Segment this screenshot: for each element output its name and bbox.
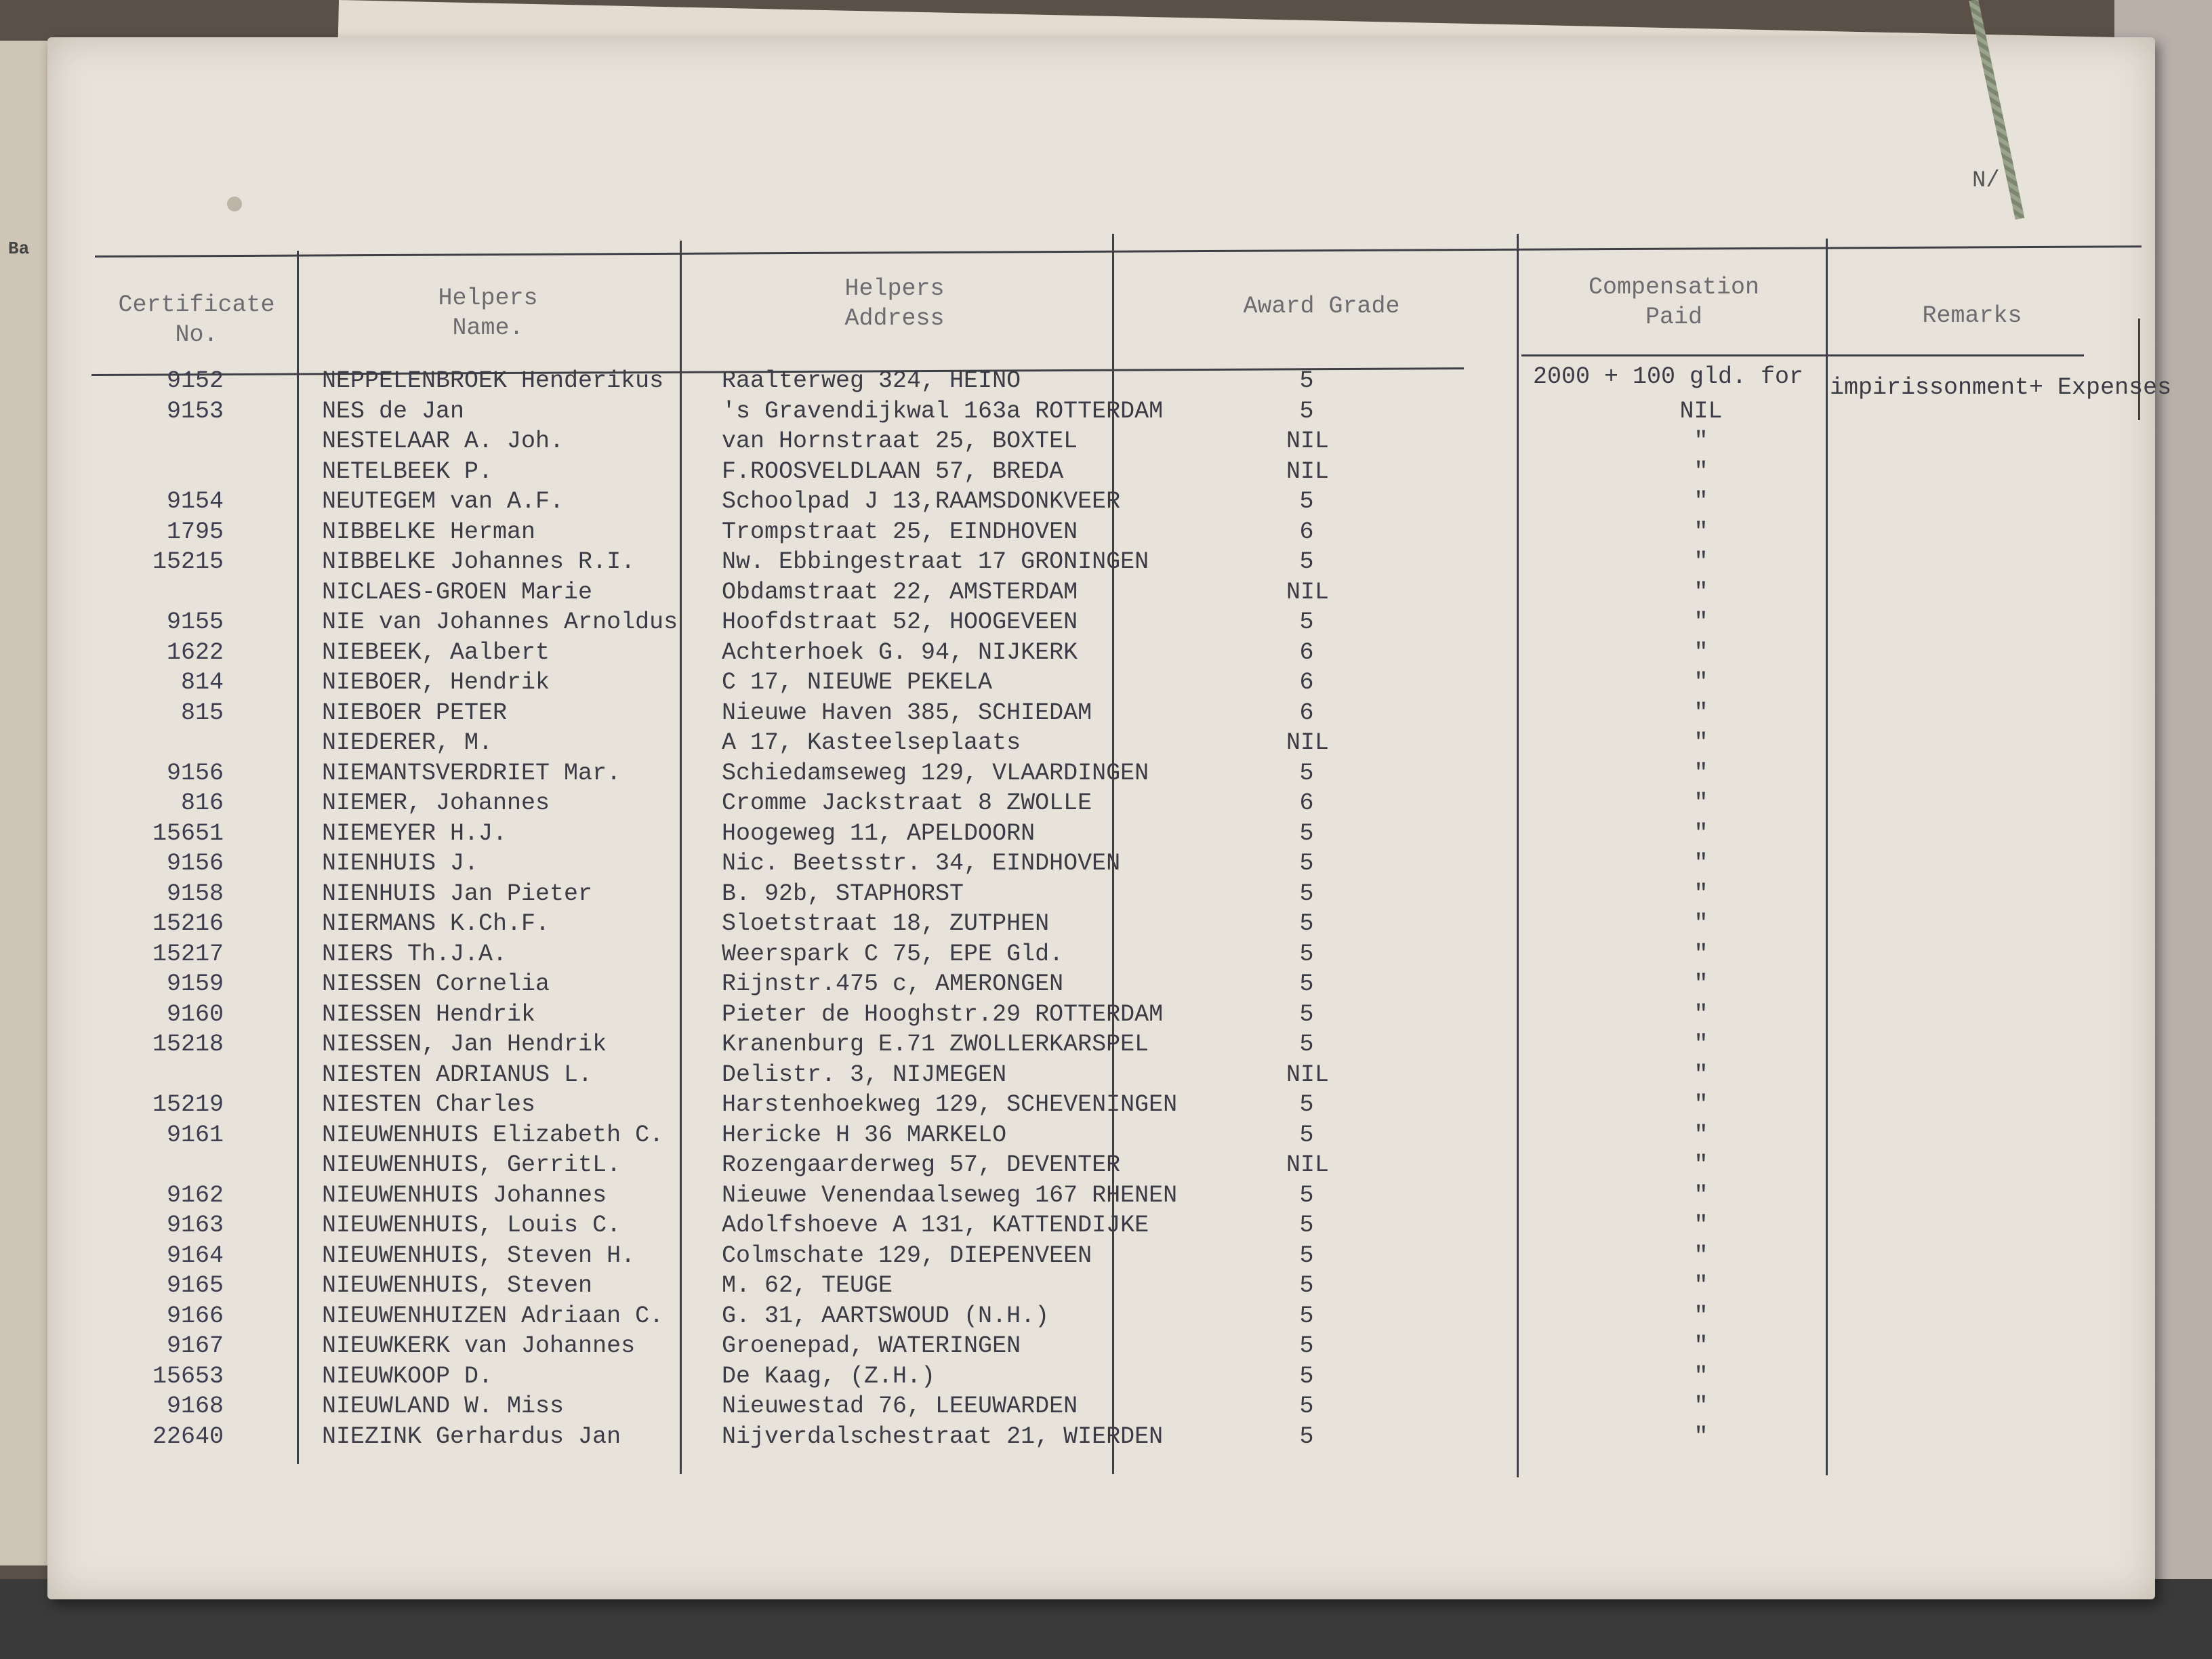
certificate-number: 22640: [152, 1422, 224, 1450]
helper-name: NIENHUIS J.: [322, 850, 479, 877]
award-grade: 5: [1299, 1332, 1314, 1359]
table-row: [0, 1090, 2212, 1120]
award-grade: NIL: [1286, 428, 1330, 455]
table-row: [0, 426, 2212, 457]
award-grade: 6: [1299, 669, 1314, 696]
table-row: [0, 1241, 2212, 1271]
helper-name: NIEZINK Gerhardus Jan: [322, 1422, 621, 1450]
helper-address: Nieuwe Haven 385, SCHIEDAM: [722, 699, 1092, 726]
certificate-number: 15217: [152, 940, 224, 968]
helper-name: NIEUWENHUIS, GerritL.: [322, 1151, 621, 1179]
compensation-paid: ": [1694, 1422, 1708, 1450]
compensation-paid: ": [1694, 1091, 1708, 1118]
helper-name: NIEUWKOOP D.: [322, 1362, 493, 1390]
helper-address: Pieter de Hooghstr.29 ROTTERDAM: [722, 1000, 1164, 1028]
header-award-grade: [1193, 291, 1450, 321]
helper-name: NIEUWENHUIS Johannes: [322, 1181, 607, 1209]
award-grade: 5: [1299, 1121, 1314, 1149]
table-row: [0, 1301, 2212, 1332]
helper-name: NICLAES-GROEN Marie: [322, 578, 593, 606]
award-grade: 5: [1299, 910, 1314, 937]
helper-address: De Kaag, (Z.H.): [722, 1362, 936, 1390]
table-row: [0, 1029, 2212, 1060]
header-certificate-line1: Certificate: [118, 291, 275, 319]
compensation-paid: ": [1694, 850, 1708, 877]
header-certificate-line2: No.: [175, 321, 218, 348]
compensation-paid: ": [1694, 1121, 1708, 1149]
compensation-paid: ": [1694, 518, 1708, 546]
helper-address: Colmschate 129, DIEPENVEEN: [722, 1242, 1092, 1269]
compensation-paid: ": [1694, 1272, 1708, 1299]
helper-address: F.ROOSVELDLAAN 57, BREDA: [722, 457, 1064, 485]
compensation-paid: ": [1694, 609, 1708, 636]
certificate-number: 15216: [152, 910, 224, 937]
certificate-number: 9153: [166, 397, 224, 425]
table-row: [0, 1391, 2212, 1422]
compensation-paid: ": [1694, 1000, 1708, 1028]
helper-name: NIEBEEK, Aalbert: [322, 638, 550, 666]
table-row: [0, 1181, 2212, 1211]
award-grade: 5: [1299, 1272, 1314, 1299]
table-row: [0, 577, 2212, 608]
helper-address: Rijnstr.475 c, AMERONGEN: [722, 970, 1064, 998]
award-grade: 5: [1299, 850, 1314, 877]
certificate-number: 15653: [152, 1362, 224, 1390]
helper-name: NETELBEEK P.: [322, 457, 493, 485]
certificate-number: 9156: [166, 759, 224, 787]
certificate-number: 1795: [166, 518, 224, 546]
compensation-paid: ": [1694, 669, 1708, 696]
helper-name: NIEMEYER H.J.: [322, 819, 508, 847]
helper-name: NIEMER, Johannes: [322, 790, 550, 817]
helper-address: van Hornstraat 25, BOXTEL: [722, 428, 1078, 455]
compensation-paid: ": [1694, 638, 1708, 666]
table-row: [0, 758, 2212, 789]
table-row: [0, 939, 2212, 970]
helper-name: NIEUWENHUIS, Steven H.: [322, 1242, 636, 1269]
helper-name: NIBBELKE Johannes R.I.: [322, 548, 636, 575]
certificate-number: 9164: [166, 1242, 224, 1269]
compensation-paid: ": [1694, 1362, 1708, 1390]
certificate-number: 15215: [152, 548, 224, 575]
header-remarks-line1: Remarks: [1922, 302, 2022, 329]
award-grade: 5: [1299, 940, 1314, 968]
compensation-paid: ": [1694, 1242, 1708, 1269]
edge-mark: Ba: [8, 239, 30, 259]
table-row: [0, 396, 2212, 427]
certificate-number: 9159: [166, 970, 224, 998]
helper-name: NIESSEN Cornelia: [322, 970, 550, 998]
header-name-line1: Helpers: [438, 285, 538, 312]
table-row: [0, 969, 2212, 1000]
award-grade: 5: [1299, 819, 1314, 847]
certificate-number: 9156: [166, 850, 224, 877]
header-compensation: [1545, 272, 1803, 332]
certificate-number: 9167: [166, 1332, 224, 1359]
first-row-remarks: impirissonment+ Expenses: [1830, 374, 2172, 401]
compensation-paid: ": [1694, 1212, 1708, 1239]
helper-name: NIESTEN Charles: [322, 1091, 536, 1118]
award-grade: 5: [1299, 1000, 1314, 1028]
table-row: [0, 1060, 2212, 1090]
helper-name: NIEBOER, Hendrik: [322, 669, 550, 696]
award-grade: 5: [1299, 1242, 1314, 1269]
first-row-compensation: 2000 + 100 gld. for: [1533, 363, 1804, 390]
table-row: [0, 517, 2212, 548]
award-grade: 5: [1299, 1091, 1314, 1118]
compensation-paid: ": [1694, 790, 1708, 817]
helper-name: NIESTEN ADRIANUS L.: [322, 1061, 593, 1088]
table-row: [0, 487, 2212, 517]
helper-address: Delistr. 3, NIJMEGEN: [722, 1061, 1007, 1088]
compensation-paid: ": [1694, 1061, 1708, 1088]
table-row: [0, 1361, 2212, 1392]
header-name-line2: Name.: [452, 314, 524, 342]
compensation-paid: ": [1694, 1031, 1708, 1058]
award-grade: 5: [1299, 1302, 1314, 1330]
punch-hole: [227, 197, 242, 211]
award-grade: 5: [1299, 1393, 1314, 1420]
table-row: [0, 668, 2212, 698]
table-row: [0, 1000, 2212, 1030]
compensation-paid: ": [1694, 880, 1708, 907]
compensation-paid: ": [1694, 729, 1708, 756]
certificate-number: 9165: [166, 1272, 224, 1299]
certificate-number: 9155: [166, 609, 224, 636]
helper-name: NIBBELKE Herman: [322, 518, 536, 546]
compensation-paid: ": [1694, 1393, 1708, 1420]
compensation-paid: ": [1694, 759, 1708, 787]
helper-address: Obdamstraat 22, AMSTERDAM: [722, 578, 1078, 606]
compensation-paid: NIL: [1679, 397, 1723, 425]
compensation-paid: ": [1694, 1181, 1708, 1209]
helper-address: Schoolpad J 13,RAAMSDONKVEER: [722, 488, 1121, 515]
helper-name: NIENHUIS Jan Pieter: [322, 880, 593, 907]
table-row: [0, 698, 2212, 729]
compensation-paid: ": [1694, 1332, 1708, 1359]
helper-address: G. 31, AARTSWOUD (N.H.): [722, 1302, 1050, 1330]
compensation-paid: ": [1694, 910, 1708, 937]
helper-address: Nijverdalschestraat 21, WIERDEN: [722, 1422, 1164, 1450]
helper-name: NIERMANS K.Ch.F.: [322, 910, 550, 937]
helper-address: Nieuwe Venendaalseweg 167 RHENEN: [722, 1181, 1178, 1209]
table-row: [0, 366, 2212, 396]
award-grade: 5: [1299, 880, 1314, 907]
table-row: [0, 1271, 2212, 1301]
award-grade: NIL: [1286, 457, 1330, 485]
certificate-number: 815: [180, 699, 224, 726]
helper-address: Harstenhoekweg 129, SCHEVENINGEN: [722, 1091, 1178, 1118]
certificate-number: 15218: [152, 1031, 224, 1058]
table-row: [0, 638, 2212, 668]
compensation-paid: ": [1694, 488, 1708, 515]
table-body: [0, 366, 2212, 1452]
certificate-number: 9154: [166, 488, 224, 515]
helper-address: Hoofdstraat 52, HOOGEVEEN: [722, 609, 1078, 636]
compensation-paid: ": [1694, 457, 1708, 485]
table-row: [0, 728, 2212, 758]
award-grade: NIL: [1286, 1151, 1330, 1179]
award-grade: 5: [1299, 759, 1314, 787]
helper-address: Weerspark C 75, EPE Gld.: [722, 940, 1064, 968]
helper-address: Rozengaarderweg 57, DEVENTER: [722, 1151, 1121, 1179]
compensation-paid: ": [1694, 819, 1708, 847]
award-grade: 5: [1299, 488, 1314, 515]
award-grade: 5: [1299, 397, 1314, 425]
table-row: [0, 1331, 2212, 1361]
helper-name: NIEUWENHUIS Elizabeth C.: [322, 1121, 664, 1149]
compensation-paid: ": [1694, 548, 1708, 575]
helper-name: NES de Jan: [322, 397, 465, 425]
table-row: [0, 788, 2212, 819]
helper-name: NIE van Johannes Arnoldus: [322, 609, 678, 636]
compensation-paid: ": [1694, 699, 1708, 726]
award-grade: 5: [1299, 1031, 1314, 1058]
helper-name: NIEUWKERK van Johannes: [322, 1332, 636, 1359]
header-address-line1: Helpers: [844, 275, 945, 302]
certificate-number: 15219: [152, 1091, 224, 1118]
helper-name: NEUTEGEM van A.F.: [322, 488, 565, 515]
header-award-line1: Award Grade: [1243, 293, 1400, 320]
helper-address: Nieuwestad 76, LEEUWARDEN: [722, 1393, 1078, 1420]
header-address-line2: Address: [844, 305, 945, 332]
certificate-number: 814: [180, 669, 224, 696]
award-grade: 5: [1299, 970, 1314, 998]
certificate-number: 9166: [166, 1302, 224, 1330]
table-row: [0, 607, 2212, 638]
helper-name: NIEUWENHUIS, Steven: [322, 1272, 593, 1299]
compensation-paid: ": [1694, 970, 1708, 998]
award-grade: NIL: [1286, 578, 1330, 606]
helper-address: Adolfshoeve A 131, KATTENDIJKE: [722, 1212, 1149, 1239]
header-address: [786, 274, 1003, 333]
helper-name: NIEMANTSVERDRIET Mar.: [322, 759, 621, 787]
helper-name: NIEUWENHUIS, Louis C.: [322, 1212, 621, 1239]
certificate-number: 9160: [166, 1000, 224, 1028]
helper-address: Hericke H 36 MARKELO: [722, 1121, 1007, 1149]
compensation-paid: ": [1694, 428, 1708, 455]
helper-address: Nw. Ebbingestraat 17 GRONINGEN: [722, 548, 1149, 575]
helper-address: Trompstraat 25, EINDHOVEN: [722, 518, 1078, 546]
certificate-number: 9162: [166, 1181, 224, 1209]
award-grade: 5: [1299, 1422, 1314, 1450]
helper-address: Kranenburg E.71 ZWOLLERKARSPEL: [722, 1031, 1149, 1058]
helper-address: C 17, NIEUWE PEKELA: [722, 669, 993, 696]
helper-address: Cromme Jackstraat 8 ZWOLLE: [722, 790, 1092, 817]
award-grade: NIL: [1286, 1061, 1330, 1088]
header-bottom-rule-right: [1521, 354, 2084, 356]
certificate-number: 9152: [166, 367, 224, 394]
table-row: [0, 1210, 2212, 1241]
award-grade: 6: [1299, 790, 1314, 817]
helper-address: Nic. Beetsstr. 34, EINDHOVEN: [722, 850, 1121, 877]
table-row: [0, 457, 2212, 487]
helper-address: 's Gravendijkwal 163a ROTTERDAM: [722, 397, 1164, 425]
helper-name: NIEDERER, M.: [322, 729, 493, 756]
helper-address: Achterhoek G. 94, NIJKERK: [722, 638, 1078, 666]
award-grade: 6: [1299, 699, 1314, 726]
helper-name: NIERS Th.J.A.: [322, 940, 508, 968]
helper-address: Schiedamseweg 129, VLAARDINGEN: [722, 759, 1149, 787]
award-grade: 5: [1299, 1212, 1314, 1239]
helper-address: Sloetstraat 18, ZUTPHEN: [722, 910, 1050, 937]
table-row: [0, 819, 2212, 849]
helper-address: Hoogeweg 11, APELDOORN: [722, 819, 1036, 847]
helper-address: B. 92b, STAPHORST: [722, 880, 964, 907]
award-grade: 5: [1299, 367, 1314, 394]
certificate-number: 9168: [166, 1393, 224, 1420]
award-grade: 5: [1299, 1362, 1314, 1390]
compensation-paid: ": [1694, 1151, 1708, 1179]
header-compensation-line2: Paid: [1645, 304, 1702, 331]
table-row: [0, 1422, 2212, 1452]
compensation-paid: ": [1694, 578, 1708, 606]
award-grade: 6: [1299, 638, 1314, 666]
helper-name: NESTELAAR A. Joh.: [322, 428, 565, 455]
helper-name: NIEUWLAND W. Miss: [322, 1393, 565, 1420]
page-mark: N/: [1972, 168, 2000, 194]
award-grade: 5: [1299, 548, 1314, 575]
helper-name: NEPPELENBROEK Henderikus: [322, 367, 664, 394]
header-name: [380, 283, 596, 343]
table-row: [0, 909, 2212, 939]
compensation-paid: ": [1694, 1302, 1708, 1330]
helper-name: NIEUWENHUIZEN Adriaan C.: [322, 1302, 664, 1330]
table-row: [0, 879, 2212, 909]
certificate-number: 9161: [166, 1121, 224, 1149]
award-grade: 5: [1299, 609, 1314, 636]
helper-name: NIESSEN Hendrik: [322, 1000, 536, 1028]
table-row: [0, 848, 2212, 879]
certificate-number: 1622: [166, 638, 224, 666]
header-compensation-line1: Compensation: [1588, 274, 1760, 301]
table-row: [0, 1120, 2212, 1151]
helper-name: NIESSEN, Jan Hendrik: [322, 1031, 607, 1058]
helper-address: Groenepad, WATERINGEN: [722, 1332, 1021, 1359]
award-grade: 5: [1299, 1181, 1314, 1209]
table-row: [0, 547, 2212, 577]
award-grade: NIL: [1286, 729, 1330, 756]
helper-address: A 17, Kasteelseplaats: [722, 729, 1021, 756]
certificate-number: 15651: [152, 819, 224, 847]
certificate-number: 9163: [166, 1212, 224, 1239]
header-certificate: [95, 290, 298, 350]
award-grade: 6: [1299, 518, 1314, 546]
certificate-number: 816: [180, 790, 224, 817]
helper-address: M. 62, TEUGE: [722, 1272, 893, 1299]
table-row: [0, 1150, 2212, 1181]
helper-name: NIEBOER PETER: [322, 699, 508, 726]
header-remarks: [1857, 301, 2087, 331]
helper-address: Raalterweg 324, HEINO: [722, 367, 1021, 394]
certificate-number: 9158: [166, 880, 224, 907]
compensation-paid: ": [1694, 940, 1708, 968]
